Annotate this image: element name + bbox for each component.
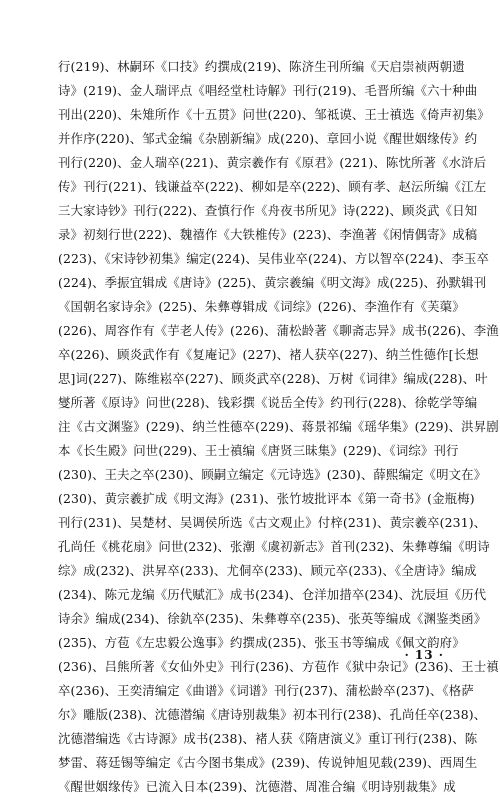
text-line: 刊出(220)、朱雉所作《十五贯》问世(220)、邹祗谟、王士禛选《倚声初集》	[58, 107, 490, 122]
text-line: 燮所著《原诗》问世(228)、钱彩撰《说岳全传》约刊行(228)、徐乾学等编	[58, 395, 478, 410]
text-line: 梦雷、蒋廷锡等编定《古今图书集成》(239)、传说钟旭见载(239)、西周生	[58, 755, 478, 770]
text-line: 综》成(232)、洪昇卒(233)、尤侗卒(233)、顾元卒(233)、《全唐诗》编成	[58, 563, 477, 578]
text-line: 尔》雕版(238)、沈德潜编《唐诗别裁集》初本刊行(238)、孔尚任卒(238)、	[58, 707, 487, 722]
body-text	[58, 55, 499, 799]
text-line: 诗》(219)、金人瑞评点《唱经堂杜诗解》刊行(219)、毛晋所编《六十种曲	[58, 83, 478, 98]
text-line: 思]词(227)、陈维崧卒(227)、顾炎武卒(228)、万树《词律》编成(228)、叶	[58, 371, 488, 386]
text-line: (235)、方苞《左忠毅公逸事》约撰成(235)、张玉书等编成《佩文韵府》	[58, 635, 465, 650]
text-line: 传》刊行(221)、钱谦益卒(222)、柳如是卒(222)、顾有孝、赵沄所编《江左	[58, 179, 487, 194]
text-line: 刊行(220)、金人瑞卒(221)、黄宗羲作有《原君》(221)、陈忱所著《水浒后	[58, 155, 487, 170]
text-line: 刊行(231)、吴楚材、吴调侯所选《古文观止》付梓(231)、黄宗羲卒(231)、	[58, 515, 487, 530]
text-line: (230)、王夫之卒(230)、顾嗣立编定《元诗选》(230)、薛熙编定《明文在》	[58, 467, 487, 482]
text-line: (230)、黄宗羲扩成《明文海》(231)、张竹坡批评本《第一奇书》(金瓶梅)	[58, 491, 475, 506]
text-line: (224)、季振宜辑成《唐诗》(225)、黄宗羲编《明文海》成(225)、孙默辑刊	[58, 275, 487, 290]
text-line: 《国朝名家诗余》(225)、朱彝尊辑成《词综》(226)、李渔作有《芙蕖》	[58, 299, 465, 314]
text-line: (223)、《宋诗钞初集》编定(224)、吴伟业卒(224)、方以智卒(224)、李玉卒	[58, 251, 490, 266]
text-line: 三大家诗钞》刊行(222)、查慎行作《舟夜书所见》诗(222)、顾炎武《日知	[58, 203, 478, 218]
text-line: 录》初刻行世(222)、魏禧作《大铁椎传》(223)、李渔著《闲情偶寄》成稿	[58, 227, 478, 242]
text-line: 诗余》编成(234)、徐釚卒(235)、朱彝尊卒(235)、张英等编成《渊鉴类函》	[58, 611, 487, 626]
text-line: 卒(226)、顾炎武作有《复庵记》(227)、褚人获卒(227)、纳兰性德作[长想	[58, 347, 479, 362]
text-line: 本《长生殿》问世(229)、王士禛编《唐贤三昧集》(229)、《词综》刊行	[58, 443, 459, 458]
text-line: 行(219)、林嗣环《口技》约撰成(219)、陈济生刊所编《天启崇祯两朝遗	[58, 59, 465, 74]
text-line: 孔尚任《桃花扇》问世(232)、张潮《虞初新志》首刊(232)、朱彝尊编《明诗	[58, 539, 490, 554]
text-line: 并作序(220)、邹式金编《杂剧新编》成(220)、章回小说《醒世姻缘传》约	[58, 131, 478, 146]
text-line: (226)、周容作有《芋老人传》(226)、蒲松龄著《聊斋志异》成书(226)、李渔	[58, 323, 499, 338]
text-line: 沈德潜编选《古诗源》成书(238)、褚人获《隋唐演义》重订刊行(238)、陈	[58, 731, 478, 746]
text-line: (234)、陈元龙编《历代赋汇》成书(234)、仓洋加措卒(234)、沈辰垣《历代	[58, 587, 487, 602]
text-line: 注《古文渊鉴》(229)、纳兰性德卒(229)、蒋景祁编《瑶华集》(229)、洪昇剧	[58, 419, 499, 434]
text-line: 卒(236)、王奕清编定《曲谱》《词谱》刊行(237)、蒲松龄卒(237)、《格萨	[58, 683, 474, 698]
page-number: · 13 ·	[404, 648, 444, 662]
text-line: (236)、吕熊所著《女仙外史》刊行(236)、方苞作《狱中杂记》(236)、王士禛	[58, 659, 499, 674]
text-line: 《醒世姻缘传》已流入日本(239)、沈德潜、周准合编《明诗别裁集》成	[58, 779, 456, 794]
